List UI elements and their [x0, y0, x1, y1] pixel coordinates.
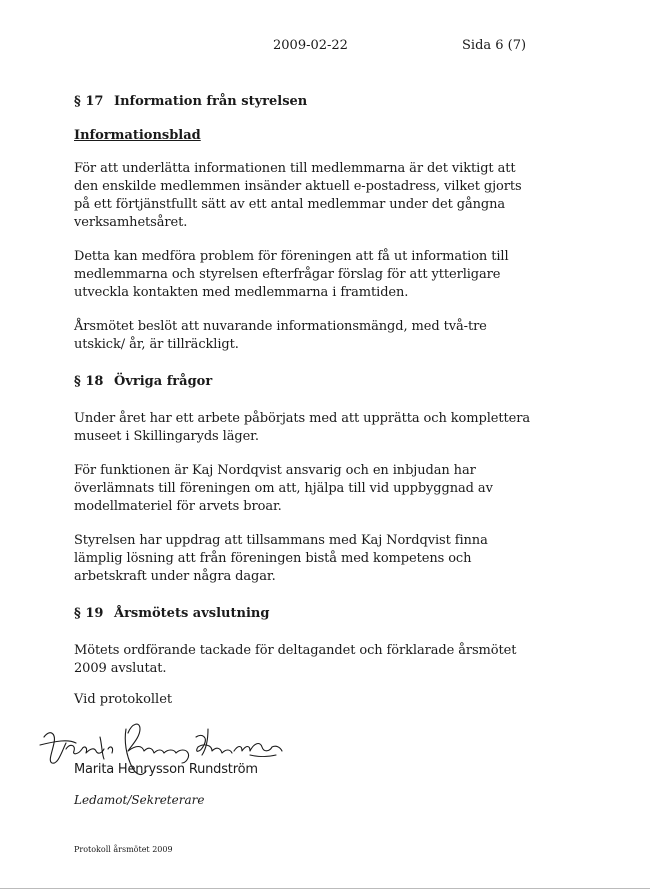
section-17-number: § 17 [74, 94, 104, 109]
scan-edge-divider [0, 888, 650, 889]
signer-name: Marita Henrysson Rundström [74, 762, 258, 777]
section-17-heading [74, 94, 534, 110]
section-19-heading [74, 606, 534, 622]
footer-text: Protokoll årsmötet 2009 [74, 845, 173, 854]
document-body [74, 94, 534, 678]
section-18-paragraph-2: För funktionen är Kaj Nordqvist ansvarig och en inbjudan har överlämnats till föreningen om att, hjälpa till vid uppbyggnad av modellmateriel för arvets broar. [74, 463, 493, 514]
section-19-number: § 19 [74, 606, 104, 621]
section-17-title: Information från styrelsen [114, 94, 308, 109]
section-17-paragraph-1: För att underlätta informationen till medlemmarna är det viktigt att den enskilde medlemmen insänder aktuell e-postadress, vilket gjorts på ett förtjänstfullt sätt av ett antal medlemmar under det gångna verksamhetsåret. [74, 161, 522, 230]
closing-lead: Vid protokollet [74, 692, 173, 707]
section-19-paragraph-1: Mötets ordförande tackade för deltagandet och förklarade årsmötet 2009 avslutat. [74, 643, 517, 676]
section-18-paragraph-3: Styrelsen har uppdrag att tillsammans med Kaj Nordqvist finna lämplig lösning att från föreningen bistå med kompetens och arbetskraft under några dagar. [74, 533, 488, 584]
section-18-paragraph-1: Under året har ett arbete påbörjats med att upprätta och komplettera museet i Skillingaryds läger. [74, 411, 530, 444]
section-17-paragraph-2: Detta kan medföra problem för föreningen att få ut information till medlemmarna och styrelsen efterfrågar förslag för att ytterligare utveckla kontakten med medlemmarna i framtiden. [74, 249, 509, 300]
section-18-title: Övriga frågor [114, 374, 213, 389]
signer-role: Ledamot/Sekreterare [74, 793, 205, 807]
header-date: 2009-02-22 [273, 38, 348, 53]
section-17-paragraph-3: Årsmötet beslöt att nuvarande informationsmängd, med två-tre utskick/ år, är tillräckligt. [74, 319, 487, 352]
section-19-title: Årsmötets avslutning [114, 606, 270, 621]
page-number: Sida 6 (7) [462, 38, 527, 53]
section-17-subheading: Informationsblad [74, 128, 201, 143]
section-18-heading [74, 374, 534, 390]
section-18-number: § 18 [74, 374, 104, 389]
